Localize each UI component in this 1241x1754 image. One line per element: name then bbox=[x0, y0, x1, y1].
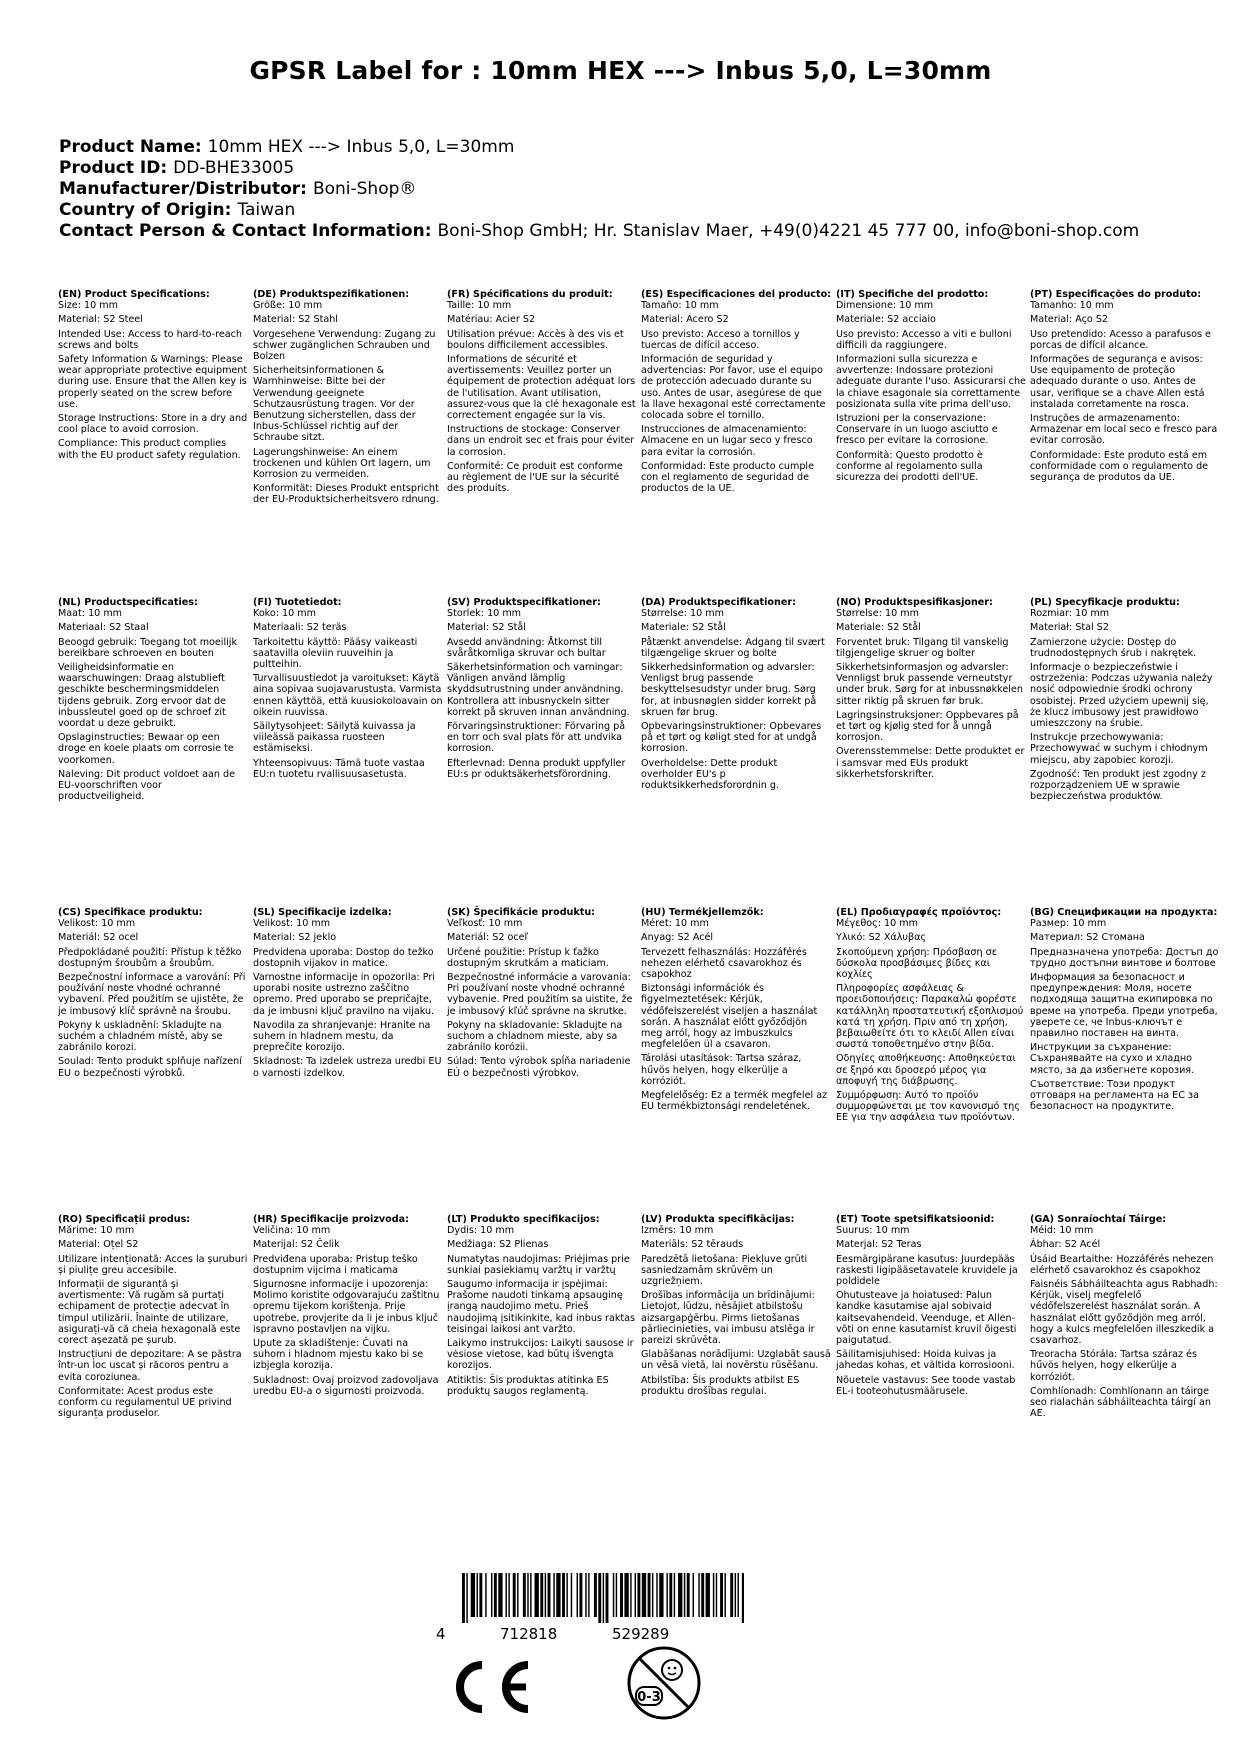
spec-paragraph: Tarkoitettu käyttö: Pääsy vaikeasti saatavilla oleviin ruuveihin ja pultteihin. bbox=[253, 636, 418, 671]
spec-paragraph: Utilisation prévue: Accès à des vis et boulons difficilement accessibles. bbox=[447, 328, 624, 351]
spec-paragraph: Informações de segurança e avisos: Use equipamento de proteção adequado durante o uso. Antes de usar, verifique se a chave Allen está instalada corretamente na rosca. bbox=[1030, 354, 1205, 410]
info-value: Boni-Shop® bbox=[312, 179, 417, 199]
spec-heading: (LT) Produkto specifikacijos: bbox=[447, 1214, 600, 1225]
spec-paragraph: Paredzētā lietošana: Piekļuve grūti sasniedzamām skrūvēm un uzgriežņiem. bbox=[641, 1253, 808, 1288]
info-row bbox=[59, 158, 1139, 179]
spec-paragraph: Storage Instructions: Store in a dry and cool place to avoid corrosion. bbox=[58, 413, 248, 436]
barcode-bar bbox=[738, 1573, 739, 1617]
spec-material: Materiał: Stal S2 bbox=[1030, 622, 1109, 634]
barcode-bar bbox=[642, 1573, 646, 1617]
spec-material: Material: S2 Steel bbox=[58, 314, 143, 326]
spec-paragraph: Soulad: Tento produkt splňuje nařízení EU o bezpečnosti výrobků. bbox=[58, 1056, 242, 1079]
spec-paragraph: Informazioni sulla sicurezza e avvertenze: Indossare protezioni adeguate durante l'uso. Assicurarsi che la chiave esagonale sia correttamente posizionata sulla vite prima dell'uso. bbox=[836, 354, 1026, 410]
spec-size: Veľkosť: 10 mm bbox=[447, 918, 523, 930]
spec-material: Materijal: S2 Čelik bbox=[253, 1239, 340, 1251]
barcode-bar bbox=[508, 1573, 509, 1617]
spec-material: Materiál: S2 ocel bbox=[58, 932, 139, 944]
info-row bbox=[59, 137, 1139, 158]
spec-material: Materiale: S2 Stål bbox=[836, 622, 921, 634]
spec-heading: (GA) Sonraíochtaí Táirge: bbox=[1030, 1214, 1167, 1225]
spec-paragraph: Sikkerhedsinformation og advarsler: Venligst brug passende beskyttelsesudstyr under brug. Sørg for, at inbusnøglen sidder korrekt på skruen før brug. bbox=[641, 662, 817, 718]
barcode-bar bbox=[530, 1573, 531, 1617]
barcode-bar bbox=[562, 1573, 565, 1617]
barcode-bar bbox=[606, 1573, 609, 1623]
spec-paragraph: Avsedd användning: Åtkomst till svåråtkomliga skruvar och bultar bbox=[447, 636, 606, 659]
spec-paragraph: Drošības informācija un brīdinājumi: Lietojot, lūdzu, nēsājiet atbilstošu aizsargapģērbu. Pirms lietošanas pārliecinieties, vai imbusu atslēga ir pareizi skrūvēta. bbox=[641, 1290, 815, 1347]
spec-paragraph: Treoracha Stórála: Tartsa száraz és hűvös helyen, hogy elkerülje a korróziót. bbox=[1030, 1349, 1197, 1383]
spec-heading: (PL) Specyfikacje produktu: bbox=[1030, 597, 1180, 608]
spec-paragraph: Predviđena uporaba: Pristup teško dostupnim vijcima i maticama bbox=[253, 1253, 418, 1276]
barcode-bar bbox=[637, 1573, 640, 1617]
info-label: Manufacturer/Distributor: bbox=[59, 179, 307, 199]
spec-block bbox=[1030, 597, 1220, 805]
barcode-bar bbox=[513, 1573, 516, 1617]
barcode-bar bbox=[666, 1573, 667, 1617]
age-warning-icon bbox=[626, 1645, 702, 1721]
spec-size: Tamaño: 10 mm bbox=[641, 300, 719, 312]
spec-material: Material: S2 Stahl bbox=[253, 314, 338, 326]
spec-paragraph: Eesmärgipärane kasutus: Juurdepääs raskesti ligipääsetavatele kruvidele ja poldidele bbox=[836, 1253, 1018, 1288]
spec-paragraph: Pokyny na skladovanie: Skladujte na suchom a chladnom mieste, aby sa zabránilo korózii. bbox=[447, 1019, 623, 1054]
spec-paragraph: Overensstemmelse: Dette produktet er i samsvar med EUs produkt sikkerhetsforskrifter. bbox=[836, 746, 1025, 780]
info-value: DD-BHE33005 bbox=[173, 158, 295, 178]
spec-paragraph: Förvaringsinstruktioner: Förvaring på en torr och sval plats för att undvika korrosion. bbox=[447, 721, 626, 755]
barcode-bar bbox=[506, 1573, 507, 1617]
spec-paragraph: Nõuetele vastavus: See toode vastab EL-i tooteohutusmäärusele. bbox=[836, 1374, 1016, 1397]
spec-material: Materiale: S2 acciaio bbox=[836, 314, 936, 326]
barcode-bar bbox=[656, 1573, 657, 1617]
barcode-bar bbox=[498, 1573, 502, 1617]
spec-heading: (NL) Productspecificaties: bbox=[58, 597, 198, 608]
barcode-bar bbox=[693, 1573, 694, 1617]
spec-paragraph: Säkerhetsinformation och varningar: Vänligen använd lämplig skyddsutrustning under användning. Kontrollera att inbusnyckeln sitter korrekt på skruven innan användning. bbox=[447, 662, 630, 718]
barcode-bars bbox=[462, 1573, 744, 1623]
spec-block bbox=[836, 1214, 1026, 1400]
spec-paragraph: Upute za skladištenje: Čuvati na suhom i hladnom mjestu kako bi se izbjegla korozija. bbox=[253, 1338, 424, 1372]
barcode-bar bbox=[630, 1573, 631, 1617]
barcode-bar bbox=[698, 1573, 699, 1617]
spec-paragraph: Vorgesehene Verwendung: Zugang zu schwer zugänglichen Schrauben und Bolzen bbox=[253, 328, 436, 363]
barcode-bar bbox=[648, 1573, 651, 1617]
spec-paragraph: Biztonsági információk és figyelmeztetések: Kérjük, védőfelszerelést viseljen a használat során. A használat előtt győződjön meg arról, hogy az imbuszkulcs megfelelően ül a csavaron. bbox=[641, 983, 818, 1051]
spec-paragraph: Istruzioni per la conservazione: Conservare in un luogo asciutto e fresco per evitare la corrosione. bbox=[836, 413, 998, 447]
spec-paragraph: Předpokládané použití: Přístup k těžko dostupným šroubům a šroubům. bbox=[58, 946, 242, 969]
spec-block bbox=[253, 1214, 443, 1400]
spec-heading: (EL) Προδιαγραφές προϊόντος: bbox=[836, 907, 1002, 918]
spec-paragraph: Forventet bruk: Tilgang til vanskelig tilgjengelige skruer og bolter bbox=[836, 636, 1009, 659]
barcode-bar bbox=[585, 1573, 586, 1617]
spec-block bbox=[58, 1214, 248, 1422]
barcode-bar bbox=[553, 1573, 554, 1617]
barcode-bar bbox=[579, 1573, 582, 1617]
spec-paragraph: Sukladnost: Ovaj proizvod zadovoljava uredbu EU-a o sigurnosti proizvoda. bbox=[253, 1374, 439, 1397]
barcode-bar bbox=[713, 1573, 714, 1617]
page-title: GPSR Label for : 10mm HEX ---> Inbus 5,0, L=30mm bbox=[249, 56, 992, 85]
barcode-bar bbox=[669, 1573, 672, 1617]
barcode-bar bbox=[491, 1573, 492, 1617]
spec-heading: (FR) Spécifications du produit: bbox=[447, 289, 613, 300]
barcode-bar bbox=[598, 1573, 601, 1623]
spec-size: Μέγεθος: 10 mm bbox=[836, 918, 918, 930]
spec-heading: (IT) Specifiche del prodotto: bbox=[836, 289, 989, 300]
barcode-bar bbox=[674, 1573, 675, 1617]
info-row bbox=[59, 179, 1139, 200]
barcode-bar bbox=[613, 1573, 614, 1617]
spec-size: Størrelse: 10 mm bbox=[641, 608, 724, 620]
spec-paragraph: Tervezett felhasználás: Hozzáférés nehezen elérhető csavarokhoz és csapokhoz bbox=[641, 946, 807, 981]
spec-paragraph: Πληροφορίες ασφάλειας & προειδοποιήσεις: Παρακαλώ φορέστε κατάλληλη προστατευτική εξοπλισμού κατά τη χρήση. Πριν από τη χρήση, βεβαιωθείτε ότι το κλειδί Allen είναι σωστά τοποθετημένο στην βίδα. bbox=[836, 983, 1024, 1051]
barcode-bar bbox=[566, 1573, 567, 1617]
barcode-bar bbox=[594, 1573, 597, 1617]
spec-size: Rozmiar: 10 mm bbox=[1030, 608, 1110, 620]
spec-paragraph: Glabāšanas norādījumi: Uzglabāt sausā un vēsā vietā, lai novērstu rūsēšanu. bbox=[641, 1349, 831, 1372]
age-range-label: 0-3 bbox=[637, 1690, 661, 1705]
spec-paragraph: Conformidad: Este producto cumple con el reglamento de seguridad de productos de la UE. bbox=[641, 460, 814, 495]
spec-paragraph: Sicherheitsinformationen & Warnhinweise: Bitte bei der Verwendung geeignete Schutzausrüstung tragen. Vor der Benutzung sicherstellen, dass der Inbus-Schlüssel richtig auf der Schraube sitzt. bbox=[253, 365, 416, 444]
barcode-bar bbox=[535, 1573, 539, 1617]
spec-size: Méid: 10 mm bbox=[1030, 1225, 1094, 1237]
spec-heading: (CS) Specifikace produktu: bbox=[58, 907, 203, 918]
spec-size: Size: 10 mm bbox=[58, 300, 118, 312]
barcode-bar bbox=[485, 1573, 486, 1617]
spec-heading: (EN) Product Specifications: bbox=[58, 289, 210, 300]
barcode-bar bbox=[701, 1573, 704, 1617]
spec-size: Méret: 10 mm bbox=[641, 918, 709, 930]
spec-paragraph: Σκοπούμενη χρήση: Πρόσβαση σε δύσκολα προσβάσιμες βίδες και κοχλίες bbox=[836, 946, 997, 981]
spec-material: Materiāls: S2 tērauds bbox=[641, 1239, 744, 1251]
spec-block bbox=[641, 907, 831, 1115]
spec-size: Koko: 10 mm bbox=[253, 608, 316, 620]
spec-size: Suurus: 10 mm bbox=[836, 1225, 910, 1237]
spec-paragraph: Uso pretendido: Acesso a parafusos e porcas de difícil alcance. bbox=[1030, 328, 1211, 351]
spec-paragraph: Инструкции за съхранение: Съхранявайте на сухо и хладно място, за да избегнете корозия. bbox=[1030, 1042, 1195, 1076]
barcode-bar bbox=[477, 1573, 478, 1617]
spec-paragraph: Súlad: Tento výrobok spĺňa nariadenie EÚ o bezpečnosti výrobkov. bbox=[447, 1056, 631, 1079]
barcode-bar bbox=[716, 1573, 717, 1617]
barcode-bar bbox=[659, 1573, 663, 1617]
barcode-bar bbox=[706, 1573, 710, 1617]
spec-paragraph: Compliance: This product complies with the EU product safety regulation. bbox=[58, 438, 241, 461]
spec-paragraph: Zgodność: Ten produkt jest zgodny z rozporządzeniem UE w sprawie bezpieczeństwa produktów. bbox=[1030, 768, 1206, 803]
spec-block bbox=[641, 597, 831, 794]
spec-paragraph: Conformidade: Este produto está em conformidade com o regulamento de segurança de produtos da UE. bbox=[1030, 449, 1209, 484]
spec-block bbox=[836, 597, 1026, 783]
spec-size: Größe: 10 mm bbox=[253, 300, 323, 312]
spec-material: Material: Acero S2 bbox=[641, 314, 729, 326]
spec-material: Material: Aço S2 bbox=[1030, 314, 1109, 326]
barcode-bar bbox=[517, 1573, 518, 1617]
spec-block bbox=[58, 907, 248, 1082]
spec-material: Ábhar: S2 Acél bbox=[1030, 1239, 1101, 1251]
barcode-bar bbox=[548, 1573, 551, 1617]
spec-block bbox=[447, 597, 637, 783]
spec-material: Materjal: S2 Teras bbox=[836, 1239, 922, 1251]
spec-paragraph: Intended Use: Access to hard-to-reach screws and bolts bbox=[58, 328, 242, 351]
spec-block bbox=[641, 289, 831, 497]
spec-block bbox=[253, 907, 443, 1082]
spec-paragraph: Laikymo instrukcijos: Laikyti sausose ir vėsiose vietose, kad būtų išvengta korozijos. bbox=[447, 1338, 634, 1372]
barcode-bar bbox=[624, 1573, 628, 1617]
spec-material: Anyag: S2 Acél bbox=[641, 932, 714, 944]
spec-paragraph: Tárolási utasítások: Tartsa száraz, hűvös helyen, hogy elkerülje a korróziót. bbox=[641, 1053, 802, 1087]
spec-paragraph: Säilytysohjeet: Säilytä kuivassa ja viileässä paikassa ruosteen estämiseksi. bbox=[253, 721, 416, 755]
spec-material: Materiaali: S2 teräs bbox=[253, 622, 347, 634]
spec-paragraph: Informații de siguranță și avertismente: Vă rugăm să purtați echipament de protecție adecvat în timpul utilizării. Înainte de utilizare, asigurați-vă că cheia hexagonală este corect așezată pe șurub. bbox=[58, 1279, 241, 1347]
info-label: Product ID: bbox=[59, 158, 168, 178]
info-row bbox=[59, 200, 1139, 221]
spec-size: Mărime: 10 mm bbox=[58, 1225, 135, 1237]
spec-paragraph: Instrukcje przechowywania: Przechowywać w suchym i chłodnym miejscu, aby zapobiec korozji. bbox=[1030, 732, 1208, 766]
spec-block bbox=[253, 597, 443, 783]
spec-size: Størrelse: 10 mm bbox=[836, 608, 919, 620]
spec-material: Material: Oțel S2 bbox=[58, 1239, 139, 1251]
spec-paragraph: Información de seguridad y advertencias: Por favor, use el equipo de protección adecuado durante su uso. Antes de usar, asegúrese de que la llave hexagonal esté correctamente colocada sobre el tornillo. bbox=[641, 354, 826, 422]
spec-block bbox=[1030, 289, 1220, 486]
spec-heading: (DA) Produktspecifikationer: bbox=[641, 597, 796, 608]
spec-heading: (FI) Tuotetiedot: bbox=[253, 597, 342, 608]
spec-paragraph: Conformità: Questo prodotto è conforme al regolamento sulla sicurezza dei prodotti dell'UE. bbox=[836, 449, 983, 484]
spec-paragraph: Предназначена употреба: Достъп до трудно достъпни винтове и болтове bbox=[1030, 946, 1219, 969]
spec-size: Dimensione: 10 mm bbox=[836, 300, 934, 312]
spec-paragraph: Skladnost: Ta izdelek ustreza uredbi EU o varnosti izdelkov. bbox=[253, 1056, 442, 1079]
spec-paragraph: Sikkerhetsinformasjon og advarsler: Vennligst bruk passende verneutstyr under bruk. Sørg for at inbussnøkkelen sitter riktig på skruen før bruk. bbox=[836, 662, 1023, 707]
spec-paragraph: Veiligheidsinformatie en waarschuwingen: Draag alstublieft geschikte beschermingsmiddelen tijdens gebruik. Zorg ervoor dat de inbussleutel goed op de schroef zit voordat u deze gebruikt. bbox=[58, 662, 227, 730]
spec-size: Veličina: 10 mm bbox=[253, 1225, 331, 1237]
barcode-bar bbox=[523, 1573, 526, 1617]
barcode-group-right: 529289 bbox=[612, 1625, 670, 1643]
barcode-bar bbox=[588, 1573, 589, 1617]
spec-paragraph: Sigurnosne informacije i upozorenja: Molimo koristite odgovarajuću zaštitnu opremu tijekom korištenja. Prije upotrebe, provjerite da li je inbus ključ ispravno postavljen na vijku. bbox=[253, 1279, 440, 1335]
spec-paragraph: Säilitamisjuhised: Hoida kuivas ja jahedas kohas, et vältida korrosiooni. bbox=[836, 1349, 1015, 1372]
spec-block bbox=[447, 907, 637, 1082]
spec-material: Материал: S2 Стомана bbox=[1030, 932, 1145, 944]
info-label: Contact Person & Contact Information: bbox=[59, 221, 432, 241]
barcode-bar bbox=[742, 1573, 744, 1623]
spec-heading: (BG) Спецификации на продукта: bbox=[1030, 907, 1218, 918]
barcode-digit-first: 4 bbox=[436, 1625, 446, 1643]
spec-heading: (SL) Specifikacije izdelka: bbox=[253, 907, 392, 918]
spec-size: Dydis: 10 mm bbox=[447, 1225, 515, 1237]
spec-paragraph: Konformität: Dieses Produkt entspricht der EU-Produktsicherheitsvero rdnung. bbox=[253, 483, 439, 506]
spec-material: Materiaal: S2 Staal bbox=[58, 622, 149, 634]
spec-paragraph: Utilizare intenționată: Acces la șuruburi și piulițe greu accesibile. bbox=[58, 1253, 248, 1276]
barcode-bar bbox=[735, 1573, 736, 1617]
barcode-bar bbox=[616, 1573, 617, 1617]
spec-paragraph: Varnostne informacije in opozorila: Pri uporabi nosite ustrezno zaščitno opremo. Pred uporabo se prepričajte, da je imbusni ključ pravilno na vijaku. bbox=[253, 972, 435, 1017]
barcode-bar bbox=[471, 1573, 475, 1617]
spec-paragraph: Overholdelse: Dette produkt overholder EU's p roduktsikkerhedsforordnin g. bbox=[641, 757, 780, 792]
ce-mark-icon bbox=[448, 1657, 538, 1717]
spec-paragraph: Určené použitie: Prístup k ťažko dostupným skrutkám a maticiam. bbox=[447, 946, 609, 969]
spec-paragraph: Beoogd gebruik: Toegang tot moeilijk bereikbare schroeven en bouten bbox=[58, 636, 238, 659]
spec-paragraph: Ohutusteave ja hoiatused: Palun kandke kasutamise ajal sobivaid kaitsevahendeid. Veenduge, et Allen-võti on enne kasutamist kruvil õigesti paigutatud. bbox=[836, 1290, 1017, 1347]
barcode-bar bbox=[540, 1573, 543, 1617]
spec-material: Υλικό: S2 Χάλυβας bbox=[836, 932, 927, 944]
spec-paragraph: Lagringsinstruksjoner: Oppbevares på et tørt og kjølig sted for å unngå korrosjon. bbox=[836, 709, 1019, 744]
spec-heading: (DE) Produktspezifikationen: bbox=[253, 289, 410, 300]
barcode-bar bbox=[479, 1573, 482, 1617]
spec-size: Izmērs: 10 mm bbox=[641, 1225, 714, 1237]
spec-block bbox=[447, 289, 637, 497]
spec-paragraph: Påtænkt anvendelse: Adgang til svært tilgængelige skruer og bolte bbox=[641, 636, 825, 659]
info-value: Taiwan bbox=[237, 200, 296, 220]
spec-heading: (HR) Specifikacije proizvoda: bbox=[253, 1214, 409, 1225]
spec-paragraph: Atitiktis: Šis produktas atitinka ES produktų saugos reglamentą. bbox=[447, 1374, 609, 1397]
info-label: Country of Origin: bbox=[59, 200, 232, 220]
spec-paragraph: Lagerungshinweise: An einem trockenen und kühlen Ort lagern, um Korrosion zu vermeiden. bbox=[253, 446, 431, 481]
spec-paragraph: Информация за безопасност и предупреждения: Моля, носете подходяща защитна екипировка по време на употреба. Преди употреба, уверете се, че Inbus-ключът е правилно поставен на винта. bbox=[1030, 972, 1218, 1040]
spec-paragraph: Съответствие: Този продукт отговаря на регламента на ЕС за безопасност на продуктите. bbox=[1030, 1078, 1199, 1113]
spec-paragraph: Zamierzone użycie: Dostęp do trudnodostępnych śrub i nakrętek. bbox=[1030, 636, 1197, 659]
barcode-bar bbox=[620, 1573, 623, 1617]
spec-heading: (SK) Špecifikácie produktu: bbox=[447, 907, 596, 918]
barcode-bar bbox=[494, 1573, 497, 1617]
spec-paragraph: Instructions de stockage: Conserver dans un endroit sec et frais pour éviter la corrosion. bbox=[447, 424, 635, 458]
spec-block bbox=[1030, 907, 1220, 1115]
barcode-bar bbox=[635, 1573, 636, 1617]
spec-paragraph: Turvallisuustiedot ja varoitukset: Käytä aina sopivaa suojavarustusta. Varmista ennen käyttöä, että kuusiokoloavain on oikein ruuvissa. bbox=[253, 673, 443, 718]
spec-material: Medžiaga: S2 Plienas bbox=[447, 1239, 549, 1251]
spec-block bbox=[836, 289, 1026, 486]
spec-paragraph: Predvidena uporaba: Dostop do težko dostopnih vijakov in matice. bbox=[253, 946, 434, 969]
barcode-bar bbox=[571, 1573, 572, 1617]
spec-paragraph: Conformitate: Acest produs este conform cu regulamentul UE privind siguranța produselor. bbox=[58, 1385, 232, 1420]
info-value: 10mm HEX ---> Inbus 5,0, L=30mm bbox=[207, 137, 515, 157]
spec-size: Taille: 10 mm bbox=[447, 300, 512, 312]
spec-size: Velikost: 10 mm bbox=[58, 918, 136, 930]
info-row bbox=[59, 221, 1139, 242]
spec-paragraph: Bezpečnostní informace a varování: Při používání noste vhodné ochranné vybavení. Před použitím se ujistěte, že je imbusový klíč správně na šroubu. bbox=[58, 972, 246, 1017]
spec-block bbox=[58, 597, 248, 805]
spec-heading: (LV) Produkta specifikācijas: bbox=[641, 1214, 795, 1225]
spec-heading: (PT) Especificações do produto: bbox=[1030, 289, 1202, 300]
barcode-bar bbox=[687, 1573, 690, 1617]
spec-paragraph: Instrucciones de almacenamiento: Almacene en un lugar seco y fresco para evitar la corrosión. bbox=[641, 424, 813, 458]
spec-paragraph: Conformité: Ce produit est conforme au règlement de l'UE sur la sécurité des produits. bbox=[447, 460, 623, 495]
spec-block bbox=[641, 1214, 831, 1400]
spec-paragraph: Instrucțiuni de depozitare: A se păstra într-un loc uscat și răcoros pentru a evita coroziunea. bbox=[58, 1349, 242, 1383]
spec-paragraph: Efterlevnad: Denna produkt uppfyller EU:s pr oduktsäkerhetsförordning. bbox=[447, 757, 626, 780]
spec-size: Velikost: 10 mm bbox=[253, 918, 331, 930]
spec-paragraph: Bezpečnostné informácie a varovania: Pri používaní noste vhodné ochranné vybavenie. Pred použitím sa uistite, že je imbusový kľúč správne na skrutke. bbox=[447, 972, 633, 1017]
spec-material: Material: S2 Stål bbox=[447, 622, 526, 634]
spec-paragraph: Οδηγίες αποθήκευσης: Αποθηκεύεται σε ξηρό και δροσερό μέρος για αποφυγή της διάβρωσης. bbox=[836, 1053, 1016, 1087]
spec-block bbox=[58, 289, 248, 464]
barcode-group-left: 712818 bbox=[500, 1625, 558, 1643]
spec-heading: (NO) Produktspesifikasjoner: bbox=[836, 597, 993, 608]
spec-heading: (ES) Especificaciones del producto: bbox=[641, 289, 832, 300]
spec-paragraph: Uso previsto: Accesso a viti e bulloni difficili da raggiungere. bbox=[836, 328, 1012, 351]
spec-heading: (HU) Termékjellemzők: bbox=[641, 907, 764, 918]
spec-size: Размер: 10 mm bbox=[1030, 918, 1107, 930]
barcode-bar bbox=[577, 1573, 578, 1617]
barcode-bar bbox=[684, 1573, 685, 1617]
barcode-bar bbox=[545, 1573, 546, 1617]
barcode-bar bbox=[603, 1573, 604, 1623]
product-info bbox=[59, 137, 1139, 242]
spec-size: Storlek: 10 mm bbox=[447, 608, 522, 620]
barcode-bar bbox=[652, 1573, 653, 1617]
spec-material: Matériau: Acier S2 bbox=[447, 314, 536, 326]
spec-paragraph: Συμμόρφωση: Αυτό το προϊόν συμμορφώνεται με τον κανονισμό της ΕΕ για την ασφάλεια των προϊόντων. bbox=[836, 1090, 1020, 1124]
spec-paragraph: Megfelelőség: Ez a termék megfelel az EU termékbiztonsági rendeletének. bbox=[641, 1090, 828, 1113]
spec-paragraph: Yhteensopivuus: Tämä tuote vastaa EU:n tuotetu rvallisuusasetusta. bbox=[253, 757, 425, 780]
spec-block bbox=[1030, 1214, 1220, 1422]
spec-size: Maat: 10 mm bbox=[58, 608, 123, 620]
spec-block bbox=[253, 289, 443, 509]
barcode-bar bbox=[466, 1573, 467, 1623]
barcode-bar bbox=[724, 1573, 725, 1617]
spec-paragraph: Atbilstība: Šis produkts atbilst ES produktu drošības regulai. bbox=[641, 1374, 800, 1397]
spec-paragraph: Opslaginstructies: Bewaar op een droge en koele plaats om corrosie te voorkomen. bbox=[58, 732, 234, 766]
spec-material: Materiál: S2 oceľ bbox=[447, 932, 529, 944]
spec-paragraph: Safety Information & Warnings: Please wear appropriate protective equipment during use. Ensure that the Allen key is properly seated on the screw before use. bbox=[58, 354, 248, 410]
spec-paragraph: Saugumo informacija ir įspėjimai: Prašome naudoti tinkamą apsauginę įrangą naudojimo metu. Prieš naudojimą įsitikinkite, kad inbus raktas teisingai laikosi ant varžto. bbox=[447, 1279, 636, 1335]
spec-paragraph: Instruções de armazenamento: Armazenar em local seco e fresco para evitar corrosão. bbox=[1030, 413, 1218, 447]
info-value: Boni-Shop GmbH; Hr. Stanislav Maer, +49(0)4221 45 777 00, info@boni-shop.com bbox=[437, 221, 1140, 241]
spec-paragraph: Naleving: Dit product voldoet aan de EU-voorschriften voor productveiligheid. bbox=[58, 768, 235, 803]
spec-heading: (ET) Toote spetsifikatsioonid: bbox=[836, 1214, 995, 1225]
spec-paragraph: Opbevaringsinstruktioner: Opbevares på et tørt og køligt sted for at undgå korrosion. bbox=[641, 721, 822, 755]
spec-block bbox=[447, 1214, 637, 1400]
spec-size: Tamanho: 10 mm bbox=[1030, 300, 1114, 312]
spec-material: Materiale: S2 Stål bbox=[641, 622, 726, 634]
spec-paragraph: Faisnéis Sábháilteachta agus Rabhadh: Kérjük, viselj megfelelő védőfelszerelést használat során. A használat előtt győződjön meg arról, hogy a kulcs megfelelően illeszkedik a csavarhoz. bbox=[1030, 1279, 1218, 1347]
spec-paragraph: Informations de sécurité et avertissements: Veuillez porter un équipement de protection adéquat lors de l'utilisation. Avant utilisation, assurez-vous que la clé hexagonale est correctement engagée sur la vis. bbox=[447, 354, 636, 422]
spec-paragraph: Pokyny k uskladnění: Skladujte na suchém a chladném místě, aby se zabránilo korozi. bbox=[58, 1019, 223, 1054]
spec-material: Material: S2 jeklo bbox=[253, 932, 337, 944]
spec-heading: (RO) Specificații produs: bbox=[58, 1214, 191, 1225]
spec-paragraph: Comhlíonadh: Comhlíonann an táirge seo rialachán sábháilteachta táirgí an AE. bbox=[1030, 1385, 1211, 1420]
spec-paragraph: Informacje o bezpieczeństwie i ostrzeżenia: Podczas używania należy nosić odpowiednie środki ochrony osobistej. Przed użyciem upewnij się, że klucz imbusowy jest prawidłowo umieszczony na śrubie. bbox=[1030, 662, 1213, 730]
spec-block bbox=[836, 907, 1026, 1127]
barcode-bar bbox=[730, 1573, 733, 1617]
spec-heading: (SV) Produktspecifikationer: bbox=[447, 597, 601, 608]
spec-paragraph: Úsáid Beartaithe: Hozzáférés nehezen elérhető csavarokhoz és csapokhoz bbox=[1030, 1253, 1214, 1276]
barcode-bar bbox=[678, 1573, 682, 1617]
barcode-bar bbox=[720, 1573, 723, 1617]
info-label: Product Name: bbox=[59, 137, 202, 157]
spec-paragraph: Uso previsto: Acceso a tornillos y tuercas de difícil acceso. bbox=[641, 328, 800, 351]
spec-paragraph: Numatytas naudojimas: Priėjimas prie sunkiai pasiekiamų varžtų ir varžtų bbox=[447, 1253, 630, 1276]
barcode-bar bbox=[462, 1573, 465, 1623]
spec-paragraph: Navodila za shranjevanje: Hranite na suhem in hladnem mestu, da preprečite korozijo. bbox=[253, 1019, 431, 1054]
barcode-bar bbox=[556, 1573, 560, 1617]
barcode-bar bbox=[527, 1573, 528, 1617]
